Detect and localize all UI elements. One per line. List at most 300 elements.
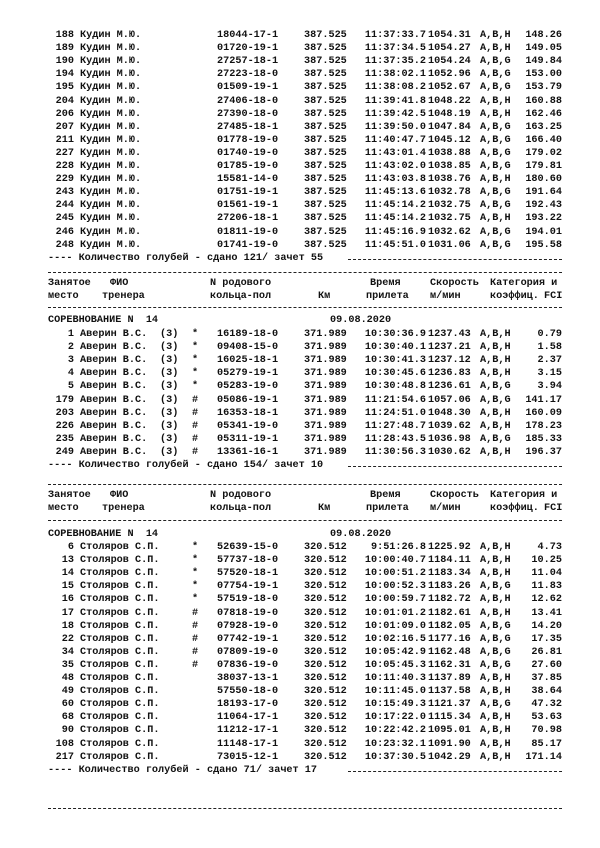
cell-mark: # <box>192 633 199 645</box>
summary-text: ---- Количество голубей - сдано 121/ зачет 55 <box>48 252 324 264</box>
cell-speed: 1032.78 <box>428 187 471 199</box>
cell-name: Столяров С.П. <box>80 568 160 580</box>
cell-mark: # <box>192 607 199 619</box>
cell-km: 387.525 <box>304 108 347 120</box>
cell-coef: 178.23 <box>525 420 562 432</box>
cell-coef: 4.73 <box>537 542 562 553</box>
cell-speed: 1183.34 <box>428 568 471 580</box>
cell-coef: 192.43 <box>525 200 562 212</box>
cell-cat: A,B,H <box>480 407 511 419</box>
cell-speed: 1182.61 <box>428 607 471 619</box>
cell-speed: 1137.58 <box>428 686 471 698</box>
cell-name: Столяров С.П. <box>80 607 160 619</box>
cell-ring: 05341-19-0 <box>217 420 279 432</box>
cell-speed: 1162.31 <box>428 659 471 671</box>
cell-coef: 10.25 <box>531 555 562 567</box>
cell-place: 34 <box>61 646 74 658</box>
cell-speed: 1237.43 <box>428 329 471 340</box>
cell-time: 11:38:02.1 <box>364 69 426 81</box>
cell-name: Аверин В.С. <box>80 381 148 393</box>
cell-coef: 149.05 <box>525 43 562 55</box>
header-speed-2: м/мин <box>430 503 461 515</box>
cell-km: 387.525 <box>304 174 347 186</box>
cell-cat: A,B,H <box>480 738 511 750</box>
cell-place: 217 <box>55 751 74 763</box>
cell-mark: # <box>192 420 199 432</box>
cell-time: 9:51:26.8 <box>370 542 426 553</box>
cell-mark: # <box>192 433 199 445</box>
header-speed: Скорость <box>430 490 479 501</box>
cell-speed: 1182.05 <box>428 620 471 632</box>
header-time: Время <box>370 490 401 501</box>
cell-mark: * <box>192 581 199 593</box>
cell-cat: A,B,H <box>480 446 511 458</box>
cell-place: 195 <box>55 82 74 94</box>
summary-dash-fill <box>348 771 562 772</box>
cell-cat: A,B,H <box>480 213 511 225</box>
cell-cat: A,B,G <box>480 134 511 146</box>
cell-cat: A,B,G <box>480 433 511 445</box>
cell-cat: A,B,H <box>480 95 511 107</box>
cell-cat: A,B,G <box>480 187 511 199</box>
cell-speed: 1030.62 <box>428 446 471 458</box>
cell-ring: 01811-19-0 <box>217 226 279 238</box>
cell-place: 13 <box>61 555 74 567</box>
cell-ring: 57519-18-0 <box>217 594 279 606</box>
cell-coef: 149.84 <box>525 56 562 68</box>
cell-name: Столяров С.П. <box>80 686 160 698</box>
summary-text: ---- Количество голубей - сдано 154/ зачет 10 <box>48 460 324 471</box>
cell-cat: A,B,G <box>480 69 511 81</box>
cell-km: 320.512 <box>304 659 347 671</box>
cell-ring: 01720-19-1 <box>217 43 279 55</box>
cell-pct: (3) <box>160 355 179 367</box>
cell-place: 108 <box>55 738 74 750</box>
cell-ring: 18044-17-1 <box>217 30 279 41</box>
cell-coef: 179.81 <box>525 161 562 172</box>
cell-ring: 73015-12-1 <box>217 751 279 763</box>
cell-km: 387.525 <box>304 69 347 81</box>
cell-speed: 1183.26 <box>428 581 471 593</box>
cell-coef: 37.85 <box>531 673 562 684</box>
cell-coef: 166.40 <box>525 134 562 146</box>
cell-time: 10:15:49.3 <box>364 699 426 711</box>
cell-place: 35 <box>61 659 74 671</box>
cell-name: Столяров С.П. <box>80 712 160 724</box>
cell-coef: 179.02 <box>525 147 562 159</box>
cell-speed: 1057.06 <box>428 394 471 406</box>
cell-time: 10:02:16.5 <box>364 633 426 645</box>
header-name: ФИО <box>110 278 129 289</box>
cell-speed: 1182.72 <box>428 594 471 606</box>
cell-coef: 160.88 <box>525 95 562 107</box>
cell-km: 320.512 <box>304 712 347 724</box>
cell-cat: A,B,H <box>480 329 511 340</box>
header-time-2: прилета <box>366 291 409 303</box>
cell-mark: * <box>192 329 199 340</box>
cell-cat: A,B,H <box>480 751 511 763</box>
cell-cat: A,B,H <box>480 555 511 567</box>
cell-km: 320.512 <box>304 555 347 567</box>
cell-km: 387.525 <box>304 56 347 68</box>
cell-km: 387.525 <box>304 161 347 172</box>
cell-coef: 185.33 <box>525 433 562 445</box>
header-place-2: место <box>48 291 79 303</box>
cell-km: 371.989 <box>304 368 347 380</box>
cell-name: Кудин М.Ю. <box>80 174 142 186</box>
cell-name: Кудин М.Ю. <box>80 187 142 199</box>
cell-km: 387.525 <box>304 30 347 41</box>
cell-name: Кудин М.Ю. <box>80 147 142 159</box>
cell-km: 320.512 <box>304 542 347 553</box>
cell-place: 244 <box>55 200 74 212</box>
cell-place: 245 <box>55 213 74 225</box>
cell-ring: 09408-15-0 <box>217 342 279 354</box>
cell-time: 11:21:54.6 <box>364 394 426 406</box>
cell-km: 371.989 <box>304 420 347 432</box>
cell-speed: 1237.21 <box>428 342 471 354</box>
cell-time: 11:37:34.5 <box>364 43 426 55</box>
cell-time: 10:00:52.3 <box>364 581 426 593</box>
cell-speed: 1115.34 <box>428 712 471 724</box>
cell-speed: 1052.96 <box>428 69 471 81</box>
cell-cat: A,B,G <box>480 646 511 658</box>
cell-place: 6 <box>67 542 74 553</box>
cell-coef: 17.35 <box>531 633 562 645</box>
cell-cat: A,B,G <box>480 161 511 172</box>
cell-ring: 27257-18-1 <box>217 56 279 68</box>
cell-cat: A,B,G <box>480 121 511 133</box>
cell-speed: 1137.89 <box>428 673 471 684</box>
cell-name: Столяров С.П. <box>80 542 160 553</box>
cell-time: 10:23:32.1 <box>364 738 426 750</box>
cell-ring: 27406-18-0 <box>217 95 279 107</box>
cell-name: Столяров С.П. <box>80 673 160 684</box>
cell-time: 11:45:51.0 <box>364 239 426 251</box>
divider <box>48 307 562 308</box>
cell-cat: A,B,H <box>480 594 511 606</box>
header-category-2: коэффиц. <box>490 503 539 515</box>
cell-time: 10:00:59.7 <box>364 594 426 606</box>
cell-coef: 11.04 <box>531 568 562 580</box>
header-speed: Скорость <box>430 278 479 289</box>
cell-speed: 1054.24 <box>428 56 471 68</box>
cell-cat: A,B,H <box>480 43 511 55</box>
cell-mark: * <box>192 568 199 580</box>
cell-cat: A,B,H <box>480 355 511 367</box>
cell-mark: * <box>192 368 199 380</box>
cell-time: 10:30:36.9 <box>364 329 426 340</box>
cell-place: 48 <box>61 673 74 684</box>
cell-time: 10:30:45.6 <box>364 368 426 380</box>
cell-place: 227 <box>55 147 74 159</box>
cell-speed: 1177.16 <box>428 633 471 645</box>
header-fci: FCI <box>544 503 563 515</box>
cell-coef: 171.14 <box>525 751 562 763</box>
bottom-divider <box>48 808 562 809</box>
cell-name: Аверин В.С. <box>80 368 148 380</box>
cell-cat: A,B,H <box>480 420 511 432</box>
cell-ring: 27390-18-0 <box>217 108 279 120</box>
cell-place: 246 <box>55 226 74 238</box>
cell-name: Столяров С.П. <box>80 699 160 711</box>
cell-speed: 1162.48 <box>428 646 471 658</box>
cell-name: Кудин М.Ю. <box>80 108 142 120</box>
cell-coef: 47.32 <box>531 699 562 711</box>
cell-time: 10:05:45.3 <box>364 659 426 671</box>
cell-pct: (3) <box>160 329 179 340</box>
header-place: Занятое <box>48 490 91 501</box>
cell-name: Столяров С.П. <box>80 555 160 567</box>
cell-place: 4 <box>67 368 74 380</box>
cell-name: Кудин М.Ю. <box>80 161 142 172</box>
cell-name: Столяров С.П. <box>80 620 160 632</box>
cell-place: 228 <box>55 161 74 172</box>
cell-speed: 1052.67 <box>428 82 471 94</box>
cell-ring: 01785-19-0 <box>217 161 279 172</box>
cell-km: 320.512 <box>304 620 347 632</box>
cell-ring: 07809-19-0 <box>217 646 279 658</box>
header-category: Категория и <box>490 490 558 501</box>
cell-mark: # <box>192 394 199 406</box>
cell-cat: A,B,H <box>480 686 511 698</box>
cell-coef: 2.37 <box>537 355 562 367</box>
cell-place: 190 <box>55 56 74 68</box>
cell-ring: 57550-18-0 <box>217 686 279 698</box>
cell-speed: 1095.01 <box>428 725 471 737</box>
header-category: Категория и <box>490 278 558 289</box>
cell-time: 11:39:41.8 <box>364 95 426 107</box>
cell-name: Столяров С.П. <box>80 659 160 671</box>
cell-ring: 07754-19-1 <box>217 581 279 593</box>
cell-ring: 57520-18-1 <box>217 568 279 580</box>
divider <box>48 484 562 485</box>
cell-ring: 38037-13-1 <box>217 673 279 684</box>
header-fci: FCI <box>544 291 563 303</box>
cell-mark: * <box>192 594 199 606</box>
cell-place: 60 <box>61 699 74 711</box>
header-name: ФИО <box>110 490 129 501</box>
header-place: Занятое <box>48 278 91 289</box>
cell-cat: A,B,H <box>480 108 511 120</box>
cell-coef: 12.62 <box>531 594 562 606</box>
cell-speed: 1045.12 <box>428 134 471 146</box>
cell-km: 320.512 <box>304 725 347 737</box>
cell-ring: 15581-14-0 <box>217 174 279 186</box>
cell-speed: 1038.85 <box>428 161 471 172</box>
cell-coef: 153.00 <box>525 69 562 81</box>
header-ring: N родового <box>210 490 272 501</box>
cell-ring: 07742-19-1 <box>217 633 279 645</box>
cell-place: 2 <box>67 342 74 354</box>
cell-place: 16 <box>61 594 74 606</box>
cell-cat: A,B,G <box>480 381 511 393</box>
cell-km: 387.525 <box>304 187 347 199</box>
cell-time: 11:37:33.7 <box>364 30 426 41</box>
cell-ring: 01740-19-0 <box>217 147 279 159</box>
cell-coef: 0.79 <box>537 329 562 340</box>
cell-name: Кудин М.Ю. <box>80 200 142 212</box>
cell-ring: 16025-18-1 <box>217 355 279 367</box>
cell-km: 387.525 <box>304 213 347 225</box>
cell-name: Кудин М.Ю. <box>80 226 142 238</box>
cell-km: 320.512 <box>304 738 347 750</box>
cell-place: 229 <box>55 174 74 186</box>
cell-km: 371.989 <box>304 355 347 367</box>
cell-pct: (3) <box>160 381 179 393</box>
cell-name: Столяров С.П. <box>80 738 160 750</box>
cell-name: Кудин М.Ю. <box>80 43 142 55</box>
cell-km: 387.525 <box>304 121 347 133</box>
cell-time: 11:39:42.5 <box>364 108 426 120</box>
cell-speed: 1038.76 <box>428 174 471 186</box>
cell-place: 248 <box>55 239 74 251</box>
cell-place: 203 <box>55 407 74 419</box>
cell-km: 371.989 <box>304 407 347 419</box>
cell-cat: A,B,H <box>480 542 511 553</box>
cell-name: Кудин М.Ю. <box>80 82 142 94</box>
cell-time: 10:30:41.3 <box>364 355 426 367</box>
cell-cat: A,B,G <box>480 147 511 159</box>
cell-speed: 1042.29 <box>428 751 471 763</box>
cell-coef: 85.17 <box>531 738 562 750</box>
cell-time: 11:43:01.4 <box>364 147 426 159</box>
cell-place: 90 <box>61 725 74 737</box>
cell-ring: 07836-19-0 <box>217 659 279 671</box>
cell-coef: 38.64 <box>531 686 562 698</box>
cell-time: 11:45:16.9 <box>364 226 426 238</box>
cell-km: 371.989 <box>304 394 347 406</box>
cell-coef: 163.25 <box>525 121 562 133</box>
cell-speed: 1225.92 <box>428 542 471 553</box>
cell-coef: 14.20 <box>531 620 562 632</box>
cell-ring: 16353-18-1 <box>217 407 279 419</box>
header-km: Км <box>318 291 331 303</box>
cell-km: 387.525 <box>304 43 347 55</box>
cell-name: Кудин М.Ю. <box>80 239 142 251</box>
cell-cat: A,B,G <box>480 659 511 671</box>
cell-speed: 1031.06 <box>428 239 471 251</box>
cell-cat: A,B,G <box>480 699 511 711</box>
cell-coef: 13.41 <box>531 607 562 619</box>
cell-name: Аверин В.С. <box>80 407 148 419</box>
cell-coef: 3.94 <box>537 381 562 393</box>
cell-name: Кудин М.Ю. <box>80 213 142 225</box>
header-km: Км <box>318 503 331 515</box>
cell-place: 15 <box>61 581 74 593</box>
cell-km: 320.512 <box>304 633 347 645</box>
header-time: Время <box>370 278 401 289</box>
cell-mark: * <box>192 555 199 567</box>
cell-speed: 1121.37 <box>428 699 471 711</box>
cell-ring: 57737-18-0 <box>217 555 279 567</box>
cell-time: 11:30:56.3 <box>364 446 426 458</box>
cell-name: Кудин М.Ю. <box>80 95 142 107</box>
cell-speed: 1091.90 <box>428 738 471 750</box>
cell-pct: (3) <box>160 394 179 406</box>
cell-time: 10:22:42.2 <box>364 725 426 737</box>
cell-cat: A,B,H <box>480 368 511 380</box>
cell-time: 10:01:01.2 <box>364 607 426 619</box>
cell-place: 226 <box>55 420 74 432</box>
cell-ring: 27485-18-1 <box>217 121 279 133</box>
cell-ring: 16189-18-0 <box>217 329 279 340</box>
cell-place: 18 <box>61 620 74 632</box>
cell-km: 387.525 <box>304 95 347 107</box>
cell-place: 5 <box>67 381 74 393</box>
cell-name: Кудин М.Ю. <box>80 56 142 68</box>
competition-date: 09.08.2020 <box>330 315 392 326</box>
cell-ring: 07928-19-0 <box>217 620 279 632</box>
cell-km: 320.512 <box>304 568 347 580</box>
cell-cat: A,B,G <box>480 226 511 238</box>
header-name-2: тренера <box>102 291 145 303</box>
cell-time: 10:37:30.5 <box>364 751 426 763</box>
cell-coef: 180.60 <box>525 174 562 186</box>
cell-time: 11:38:08.2 <box>364 82 426 94</box>
cell-speed: 1048.19 <box>428 108 471 120</box>
header-name-2: тренера <box>102 503 145 515</box>
cell-place: 235 <box>55 433 74 445</box>
cell-ring: 05311-19-1 <box>217 433 279 445</box>
cell-km: 387.525 <box>304 134 347 146</box>
cell-cat: A,B,H <box>480 725 511 737</box>
cell-ring: 11148-17-1 <box>217 738 279 750</box>
cell-name: Аверин В.С. <box>80 342 148 354</box>
competition-date: 09.08.2020 <box>330 529 392 540</box>
cell-ring: 01778-19-0 <box>217 134 279 146</box>
cell-time: 10:30:40.1 <box>364 342 426 354</box>
cell-cat: A,B,H <box>480 673 511 684</box>
cell-speed: 1236.61 <box>428 381 471 393</box>
cell-cat: A,B,G <box>480 56 511 68</box>
cell-place: 179 <box>55 394 74 406</box>
cell-cat: A,B,G <box>480 620 511 632</box>
cell-speed: 1054.31 <box>428 30 471 41</box>
cell-km: 320.512 <box>304 686 347 698</box>
cell-coef: 3.15 <box>537 368 562 380</box>
competition-title: СОРЕВНОВАНИЕ N 14 <box>48 529 159 540</box>
cell-place: 243 <box>55 187 74 199</box>
cell-km: 320.512 <box>304 646 347 658</box>
cell-ring: 05283-19-0 <box>217 381 279 393</box>
cell-speed: 1047.84 <box>428 121 471 133</box>
cell-ring: 01751-19-1 <box>217 187 279 199</box>
cell-km: 320.512 <box>304 699 347 711</box>
cell-coef: 196.37 <box>525 446 562 458</box>
cell-time: 11:37:35.2 <box>364 56 426 68</box>
cell-name: Столяров С.П. <box>80 725 160 737</box>
cell-mark: # <box>192 407 199 419</box>
cell-name: Аверин В.С. <box>80 433 148 445</box>
cell-time: 10:05:42.9 <box>364 646 426 658</box>
cell-name: Аверин В.С. <box>80 446 148 458</box>
summary-text: ---- Количество голубей - сдано 71/ зачет 17 <box>48 764 317 776</box>
cell-ring: 52639-15-0 <box>217 542 279 553</box>
header-ring: N родового <box>210 278 272 289</box>
cell-pct: (3) <box>160 368 179 380</box>
cell-speed: 1036.98 <box>428 433 471 445</box>
cell-cat: A,B,G <box>480 239 511 251</box>
cell-ring: 11064-17-1 <box>217 712 279 724</box>
header-speed-2: м/мин <box>430 291 461 303</box>
cell-place: 22 <box>61 633 74 645</box>
cell-speed: 1236.83 <box>428 368 471 380</box>
cell-coef: 160.09 <box>525 407 562 419</box>
cell-time: 11:45:13.6 <box>364 187 426 199</box>
cell-mark: # <box>192 446 199 458</box>
cell-place: 189 <box>55 43 74 55</box>
